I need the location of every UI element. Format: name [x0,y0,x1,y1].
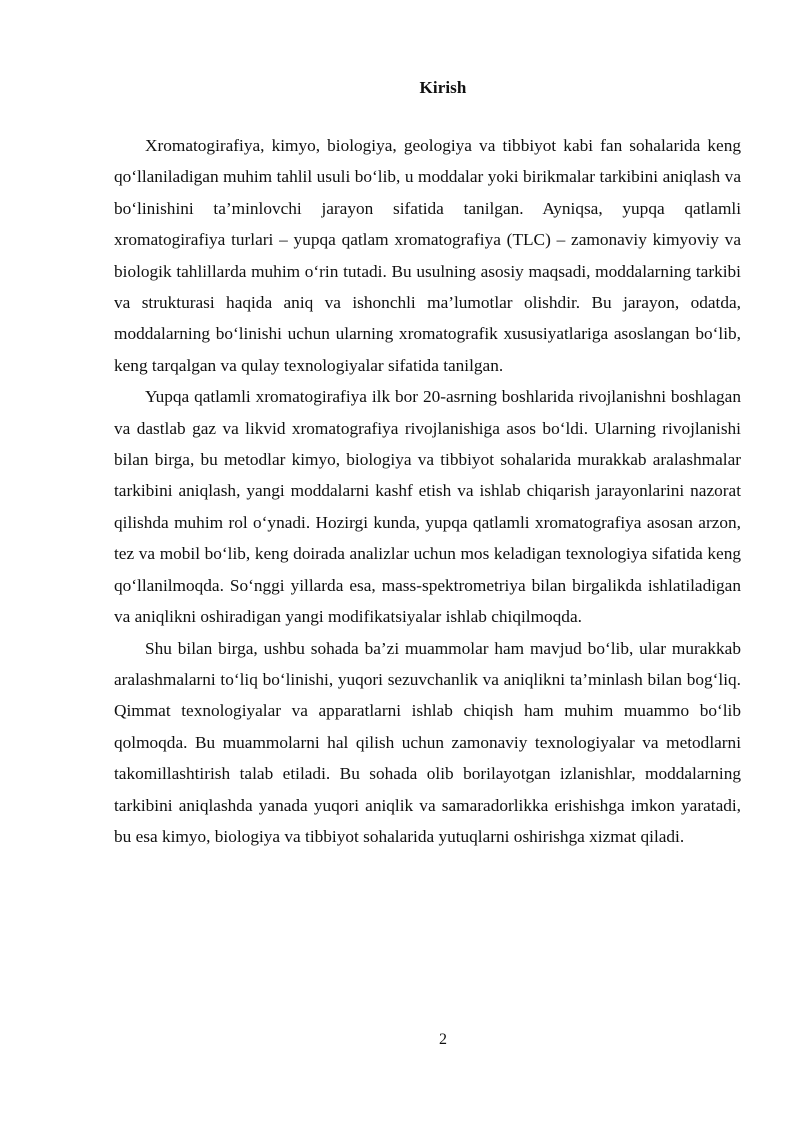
section-title: Kirish [419,78,467,97]
body-text [114,130,741,852]
paragraph-1: Xromatogirafiya, kimyo, biologiya, geologiya va tibbiyot kabi fan sohalarida keng qo‘llaniladigan muhim tahlil usuli bo‘lib, u moddalar yoki birikmalar tarkibini aniqlash va bo‘linishini ta’minlovchi jarayon sifatida tanilgan. Ayniqsa, yupqa qatlamli xromatogirafiya turlari – yupqa qatlam xromatografiya (TLC) – zamonaviy kimyoviy va biologik tahlillarda muhim o‘rin tutadi. Bu usulning asosiy maqsadi, moddalarning tarkibi va strukturasi haqida aniq va ishonchli ma’lumotlar olishdir. Bu jarayon, odatda, moddalarning bo‘linishi uchun ularning xromatografik xususiyatlariga asoslangan bo‘lib, keng tarqalgan va qulay texnologiyalar sifatida tanilgan. [114,136,741,375]
page-number: 2 [439,1031,447,1048]
paragraph-2: Yupqa qatlamli xromatogirafiya ilk bor 20-asrning boshlarida rivojlanishni boshlagan va dastlab gaz va likvid xromatografiya rivojlanishiga asos bo‘ldi. Ularning rivojlanishi bilan birga, bu metodlar kimyo, biologiya va tibbiyot sohalarida murakkab aralashmalar tarkibini aniqlash, yangi moddalarni kashf etish va ishlab chiqarish jarayonlarini nazorat qilishda muhim rol o‘ynadi. Hozirgi kunda, yupqa qatlamli xromatografiya asosan arzon, tez va mobil bo‘lib, keng doirada analizlar uchun mos keladigan texnologiya sifatida keng qo‘llanilmoqda. So‘nggi yillarda esa, mass-spektrometriya bilan birgalikda ishlatiladigan va aniqlikni oshiradigan yangi modifikatsiyalar ishlab chiqilmoqda. [114,387,741,627]
paragraph-3: Shu bilan birga, ushbu sohada ba’zi muammolar ham mavjud bo‘lib, ular murakkab aralashmalarni to‘liq bo‘linishi, yuqori sezuvchanlik va aniqlikni ta’minlash bilan bog‘liq. Qimmat texnologiyalar va apparatlarni ishlab chiqish ham muhim muammo bo‘lib qolmoqda. Bu muammolarni hal qilish uchun zamonaviy texnologiyalar va metodlarni takomillashtirish talab etiladi. Bu sohada olib borilayotgan izlanishlar, moddalarning tarkibini aniqlashda yanada yuqori aniqlik va samaradorlikka erishishga imkon yaratadi, bu esa kimyo, biologiya va tibbiyot sohalarida yutuqlarni oshirishga xizmat qiladi. [114,638,741,846]
